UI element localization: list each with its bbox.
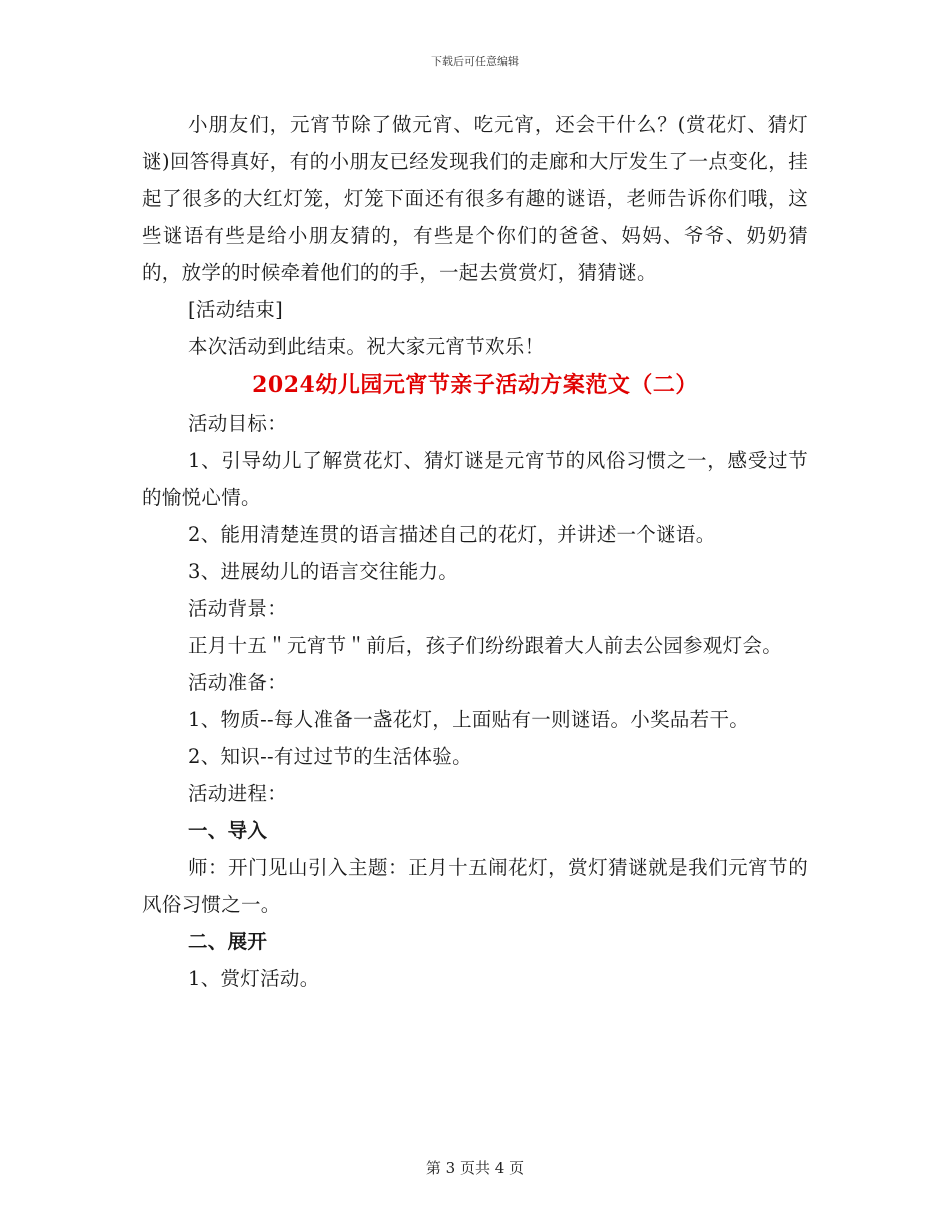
preparation-item-2: 2、知识--有过过节的生活体验。 bbox=[188, 745, 472, 768]
heading-activity-goals: 活动目标： bbox=[188, 412, 288, 435]
heading-introduction: 一、导入 bbox=[188, 819, 268, 842]
page-footer: 第 3 页共 4 页 bbox=[425, 1159, 525, 1177]
preparation-item-1: 1、物质--每人准备一盏花灯，上面贴有一则谜语。小奖品若干。 bbox=[188, 708, 750, 731]
heading-activity-preparation: 活动准备： bbox=[188, 671, 288, 694]
heading-activity-process: 活动进程： bbox=[188, 782, 288, 805]
goal-item-1: 1、引导幼儿了解赏花灯、猜灯谜是元宵节的风俗习惯之一，感受过节的愉悦心情。 bbox=[142, 449, 808, 509]
introduction-text: 师：开门见山引入主题：正月十五闹花灯，赏灯猜谜就是我们元宵节的风俗习惯之一。 bbox=[142, 856, 808, 916]
heading-activity-background: 活动背景： bbox=[188, 597, 288, 620]
heading-expansion: 二、展开 bbox=[188, 930, 268, 953]
background-text: 正月十五＂元宵节＂前后，孩子们纷纷跟着大人前去公园参观灯会。 bbox=[188, 634, 783, 657]
goal-item-2: 2、能用清楚连贯的语言描述自己的花灯，并讲述一个谜语。 bbox=[188, 523, 716, 546]
paragraph-intro: 小朋友们，元宵节除了做元宵、吃元宵，还会干什么？(赏花灯、猜灯谜)回答得真好，有的小朋友已经发现我们的走廊和大厅发生了一点变化，挂起了很多的大红灯笼，灯笼下面还有很多有趣的谜语，老师告诉你们哦，这些谜语有些是给小朋友猜的，有些是个你们的爸爸、妈妈、爷爷、奶奶猜的，放学的时候牵着他们的的手，一起去赏赏灯，猜猜谜。 bbox=[142, 113, 808, 284]
paragraph-activity-end-heading: [活动结束] bbox=[188, 298, 284, 321]
page-header: 下载后可任意编辑 bbox=[431, 55, 519, 68]
document-body bbox=[142, 106, 808, 997]
paragraph-closing: 本次活动到此结束。祝大家元宵节欢乐！ bbox=[188, 335, 545, 358]
section-title: 2024幼儿园元宵节亲子活动方案范文（二） bbox=[252, 372, 698, 398]
goal-item-3: 3、进展幼儿的语言交往能力。 bbox=[188, 560, 459, 583]
expansion-item-1: 1、赏灯活动。 bbox=[188, 967, 320, 990]
